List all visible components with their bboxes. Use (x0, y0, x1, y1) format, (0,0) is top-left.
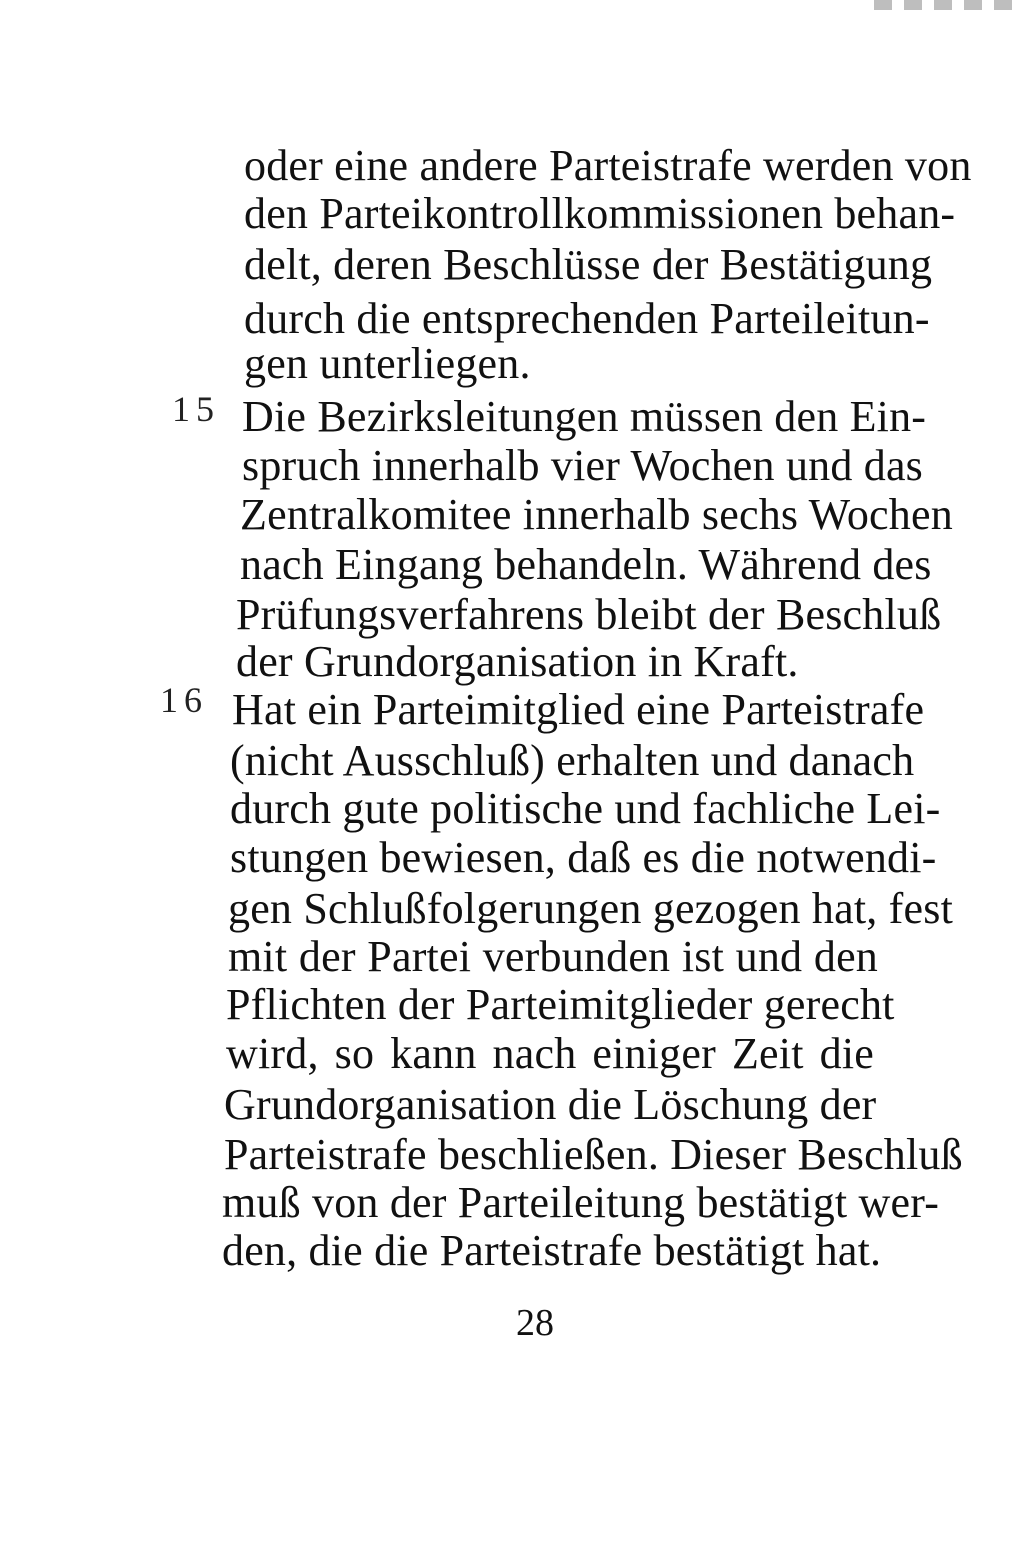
continuation-line: delt, deren Beschlüsse der Bestätigung (244, 240, 933, 289)
continuation-line: gen unterliegen. (244, 339, 531, 388)
section-16-line: (nicht Ausschluß) erhalten und danach (230, 736, 915, 785)
section-16-line: den, die die Parteistrafe bestätigt hat. (222, 1226, 882, 1275)
section-15-line: nach Eingang behandeln. Während des (240, 540, 932, 589)
section-15-line: Die Bezirksleitungen müssen den Ein- (242, 392, 927, 441)
section-15-line: Zentralkomitee innerhalb sechs Wochen (240, 490, 953, 539)
section-16-line: Parteistrafe beschließen. Dieser Beschluß (224, 1130, 963, 1179)
section-16-line: Hat ein Parteimitglied eine Parteistrafe (232, 685, 925, 734)
section-15-line: spruch innerhalb vier Wochen und das (242, 441, 923, 490)
section-16-line: durch gute politische und fachliche Lei- (230, 784, 941, 833)
section-16-line: muß von der Parteileitung bestätigt wer- (222, 1178, 940, 1227)
scan-edge-mark (874, 0, 1024, 10)
section-16-line: wird, so kann nach einiger Zeit die (226, 1029, 874, 1078)
page-number: 28 (516, 1302, 554, 1344)
section-16-line: gen Schlußfolgerungen gezogen hat, fest (228, 884, 954, 933)
paragraph-number-16: 16 (160, 680, 208, 720)
section-16-line: Grundorganisation die Löschung der (224, 1080, 877, 1129)
continuation-line: den Parteikontrollkommissionen behan- (244, 189, 956, 238)
section-16-line: stungen bewiesen, daß es die notwendi- (230, 833, 937, 882)
continuation-line: durch die entsprechenden Parteileitun- (244, 294, 930, 343)
section-16-line: Pflichten der Parteimitglieder gerecht (226, 980, 895, 1029)
section-16-line: mit der Partei verbunden ist und den (228, 932, 878, 981)
paragraph-number-15: 15 (172, 389, 220, 429)
continuation-line: oder eine andere Parteistrafe werden von (244, 141, 972, 190)
section-15-line: der Grundorganisation in Kraft. (236, 637, 799, 686)
section-15-line: Prüfungsverfahrens bleibt der Beschluß (236, 590, 942, 639)
